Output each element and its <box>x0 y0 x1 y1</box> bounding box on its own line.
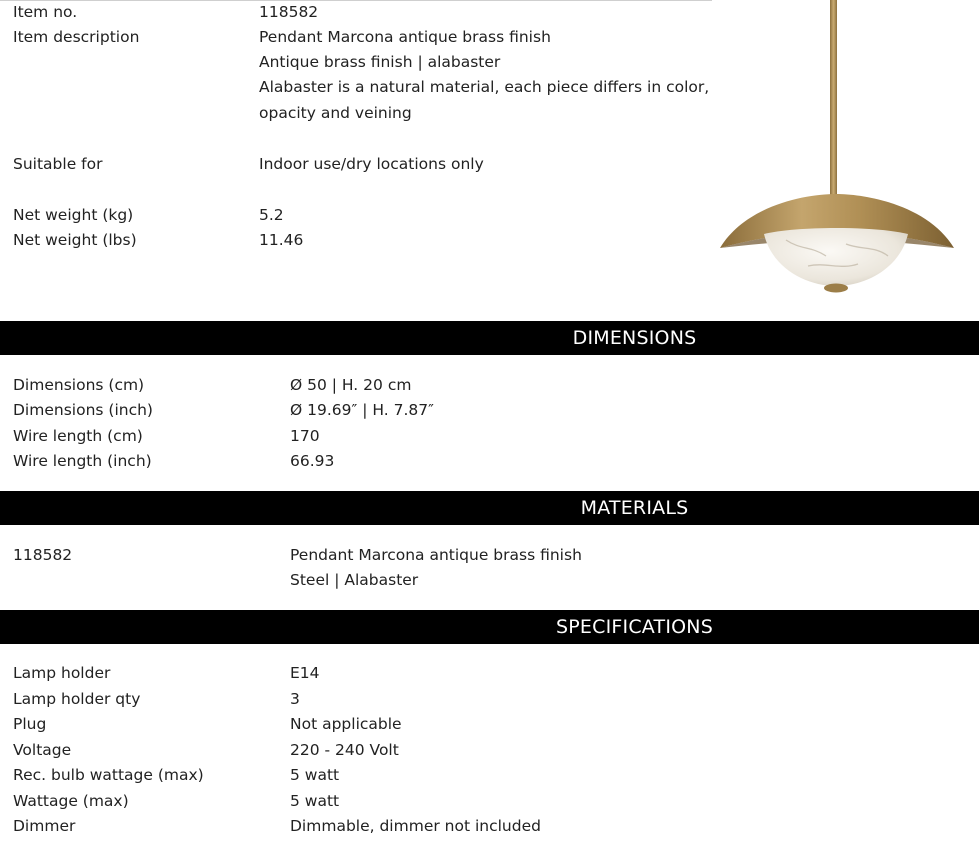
value-dimmer: Dimmable, dimmer not included <box>290 817 541 835</box>
label-plug: Plug <box>13 715 47 733</box>
label-wattage-max: Wattage (max) <box>13 792 129 810</box>
label-rec-bulb-wattage: Rec. bulb wattage (max) <box>13 766 204 784</box>
rod <box>830 0 837 200</box>
value-wattage-max: 5 watt <box>290 792 340 810</box>
pendant-lamp-image <box>716 0 958 300</box>
label-wire-length-inch: Wire length (inch) <box>13 452 152 470</box>
value-wire-length-cm: 170 <box>290 427 320 445</box>
top-divider <box>0 0 712 1</box>
value-material-2: Steel | Alabaster <box>290 571 419 589</box>
label-net-weight-lbs: Net weight (lbs) <box>13 231 137 249</box>
finial <box>824 284 848 293</box>
value-item-description-4: opacity and veining <box>259 104 412 122</box>
value-dimensions-inch: Ø 19.69″ | H. 7.87″ <box>290 401 434 419</box>
value-item-no: 118582 <box>259 3 319 21</box>
value-net-weight-kg: 5.2 <box>259 206 284 224</box>
materials-title: MATERIALS <box>580 497 689 519</box>
value-voltage: 220 - 240 Volt <box>290 741 399 759</box>
value-plug: Not applicable <box>290 715 402 733</box>
value-lamp-holder: E14 <box>290 664 320 682</box>
value-item-description-3: Alabaster is a natural material, each piece differs in color, <box>259 78 710 96</box>
value-wire-length-inch: 66.93 <box>290 452 335 470</box>
value-lamp-holder-qty: 3 <box>290 690 300 708</box>
value-rec-bulb-wattage: 5 watt <box>290 766 340 784</box>
label-item-no: Item no. <box>13 3 78 21</box>
value-net-weight-lbs: 11.46 <box>259 231 304 249</box>
label-dimensions-inch: Dimensions (inch) <box>13 401 153 419</box>
specifications-header <box>0 610 979 644</box>
value-dimensions-cm: Ø 50 | H. 20 cm <box>290 376 412 394</box>
value-item-description-1: Pendant Marcona antique brass finish <box>259 28 551 46</box>
value-item-description-2: Antique brass finish | alabaster <box>259 53 501 71</box>
label-material-item: 118582 <box>13 546 73 564</box>
label-wire-length-cm: Wire length (cm) <box>13 427 143 445</box>
label-voltage: Voltage <box>13 741 72 759</box>
label-lamp-holder-qty: Lamp holder qty <box>13 690 141 708</box>
alabaster-bowl <box>764 228 908 286</box>
label-lamp-holder: Lamp holder <box>13 664 111 682</box>
label-suitable-for: Suitable for <box>13 155 103 173</box>
label-dimensions-cm: Dimensions (cm) <box>13 376 145 394</box>
specifications-title: SPECIFICATIONS <box>556 616 713 638</box>
value-suitable-for: Indoor use/dry locations only <box>259 155 484 173</box>
label-net-weight-kg: Net weight (kg) <box>13 206 134 224</box>
dimensions-title: DIMENSIONS <box>572 327 697 349</box>
label-item-description: Item description <box>13 28 140 46</box>
dimensions-header <box>0 321 979 355</box>
materials-header <box>0 491 979 525</box>
value-material-1: Pendant Marcona antique brass finish <box>290 546 582 564</box>
label-dimmer: Dimmer <box>13 817 76 835</box>
